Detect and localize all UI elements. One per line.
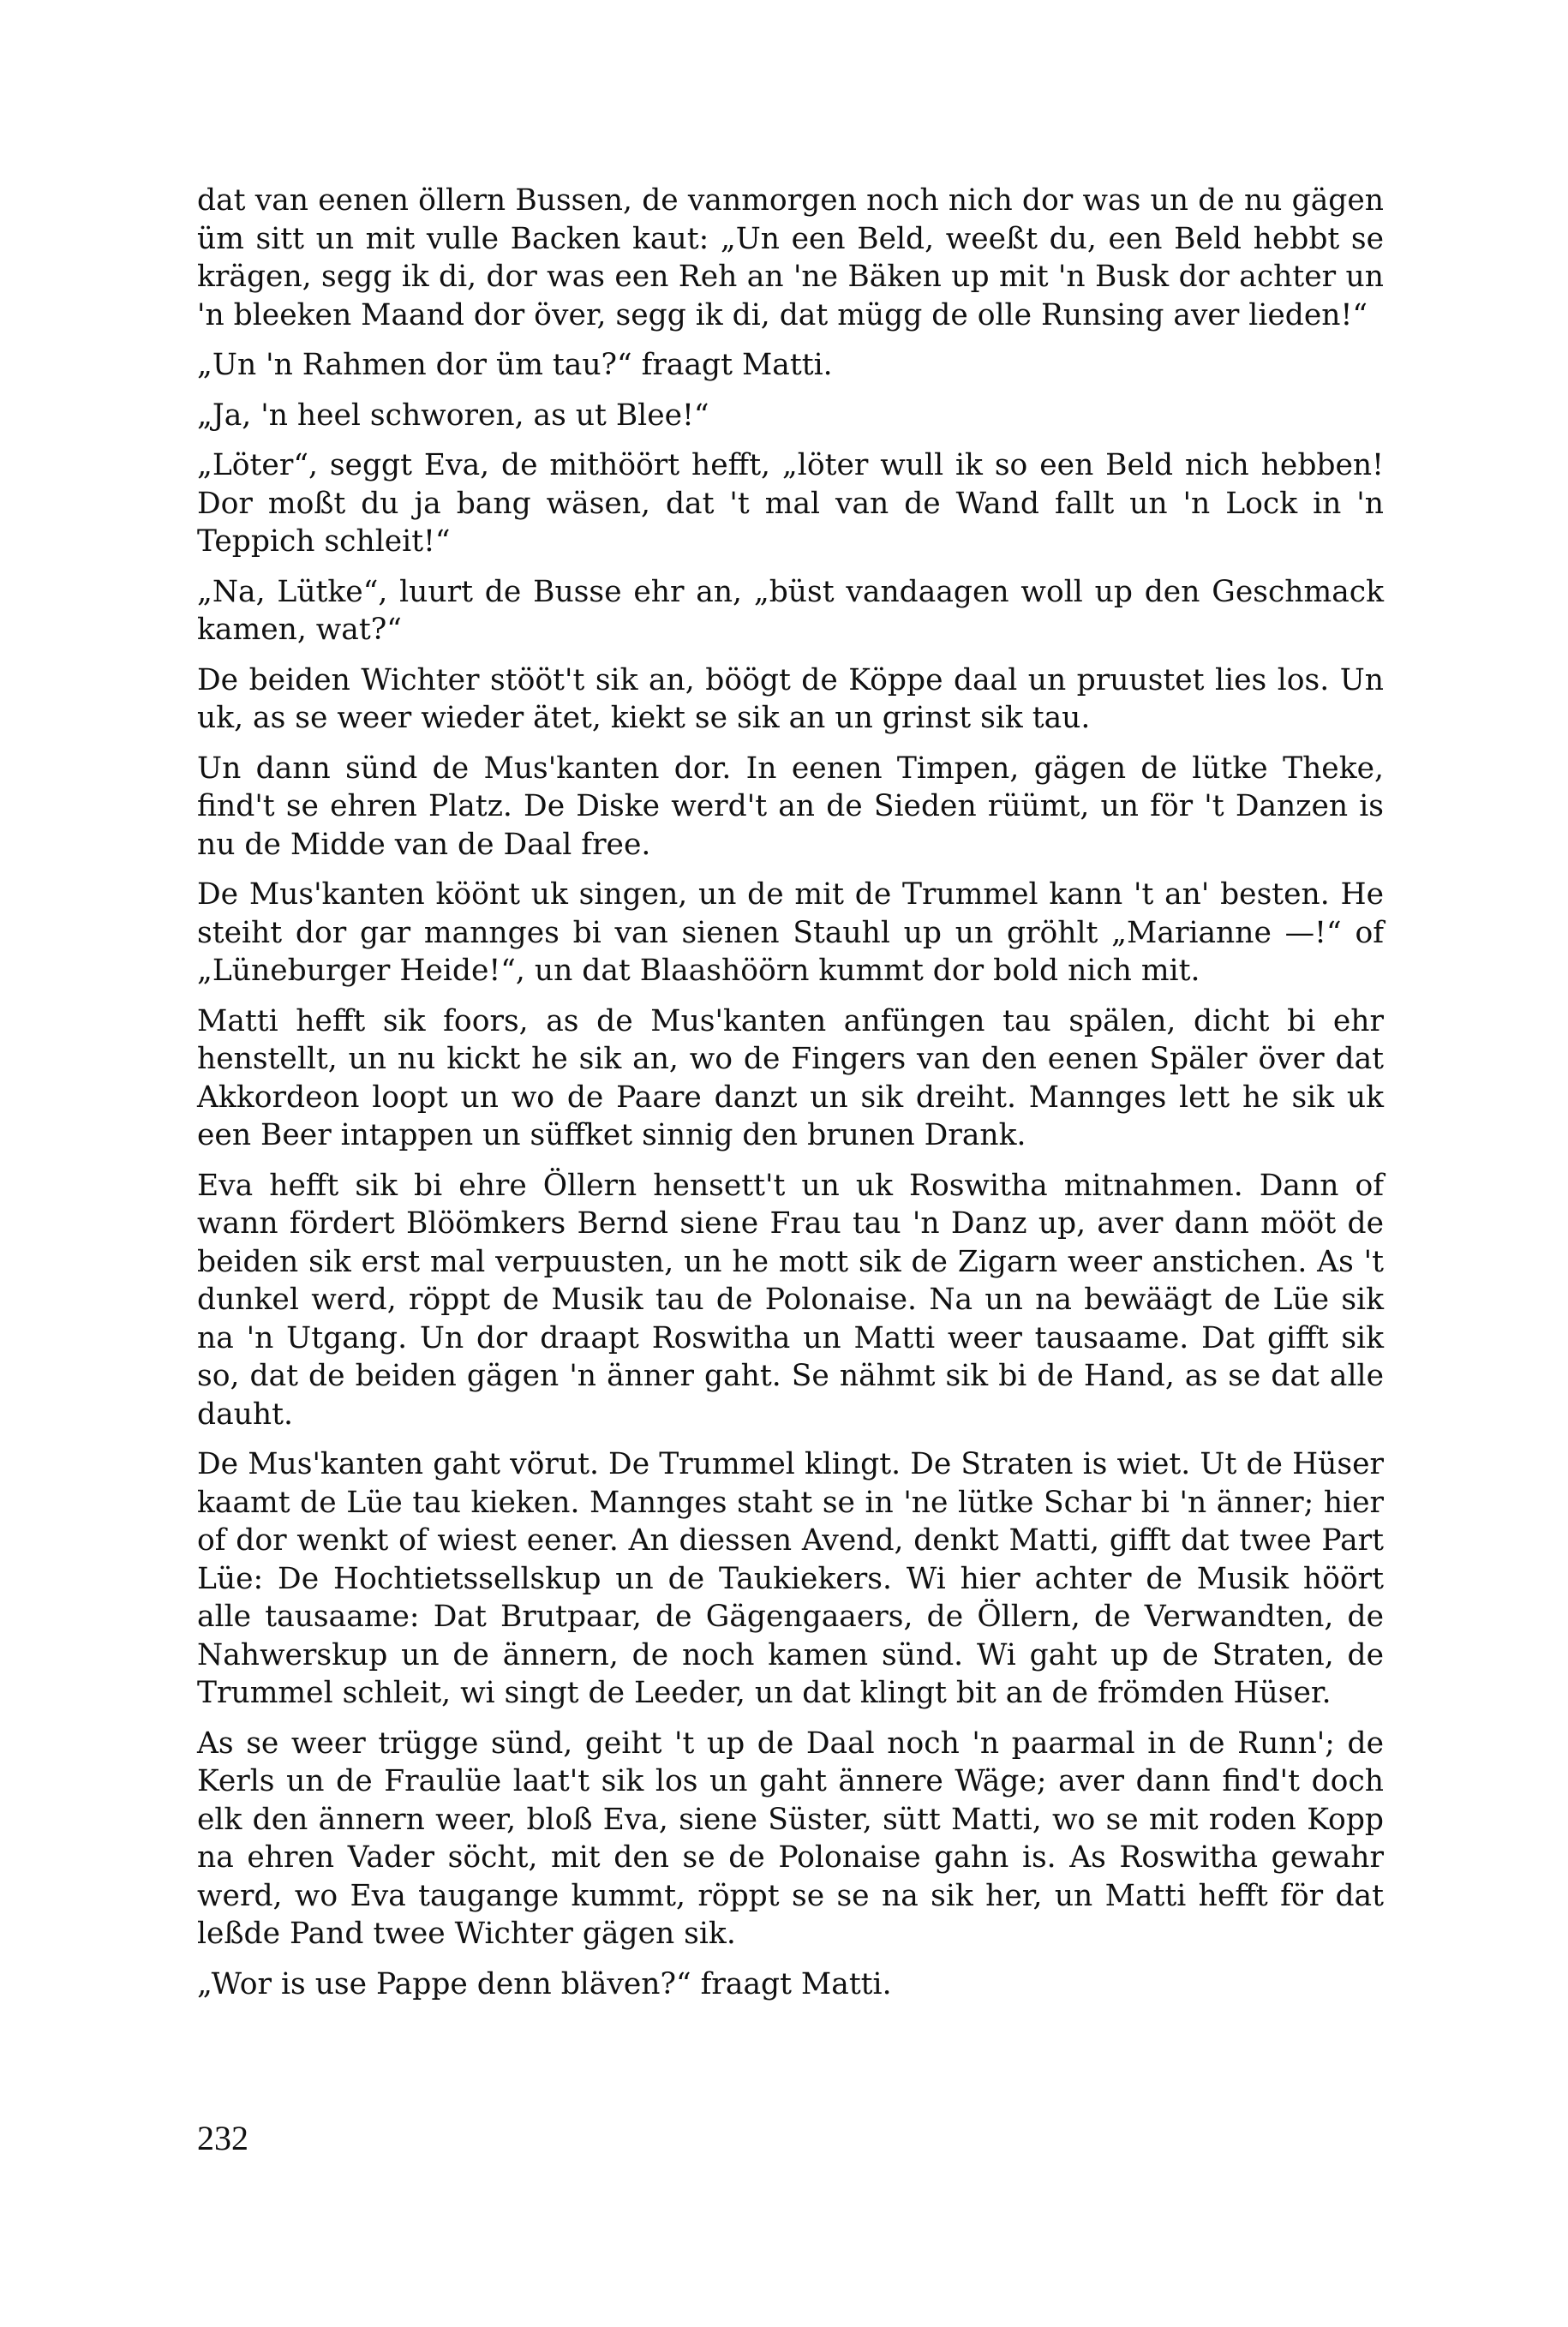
paragraph: „Löter“, seggt Eva, de mithöört hefft, „löter wull ik so een Beld nich hebben! Dor moßt du ja bang wäsen, dat 't mal van de Wand fallt un 'n Lock in 'n Teppich schleit!“ (197, 448, 1384, 559)
paragraph: „Un 'n Rahmen dor üm tau?“ fraagt Matti. (197, 348, 833, 382)
paragraph: De Mus'kanten köönt uk singen, un de mit de Trummel kann 't an' besten. He steiht dor gar mannges bi van sienen Stauhl up un gröhlt „Marianne —!“ of „Lüneburger Heide!“, un dat Blaashöörn kummt dor bold nich mit. (197, 877, 1384, 988)
paragraph: „Na, Lütke“, luurt de Busse ehr an, „büst vandaagen woll up den Geschmack kamen, wat?“ (197, 574, 1384, 647)
page-number: 232 (197, 2119, 248, 2157)
body-text (197, 182, 1384, 2015)
paragraph: As se weer trügge sünd, geiht 't up de Daal noch 'n paarmal in de Runn'; de Kerls un de Fraulüe laat't sik los un gaht ännere Wäge; aver dann find't doch elk den ännern weer, bloß Eva, siene Süster, sütt Matti, wo se mit roden Kopp na ehren Vader söcht, mit den se de Polonaise gahn is. As Roswitha gewahr werd, wo Eva taugange kummt, röppt se se na sik her, un Matti hefft för dat leßde Pand twee Wichter gägen sik. (197, 1726, 1384, 1951)
paragraph: Matti hefft sik foors, as de Mus'kanten anfüngen tau spälen, dicht bi ehr henstellt, un nu kickt he sik an, wo de Fingers van den eenen Späler över dat Akkordeon loopt un wo de Paare danzt un sik dreiht. Mannges lett he sik uk een Beer intappen un süffket sinnig den brunen Drank. (197, 1003, 1384, 1152)
paragraph: dat van eenen öllern Bussen, de vanmorgen noch nich dor was un de nu gägen üm sitt un mit vulle Backen kaut: „Un een Beld, weeßt du, een Beld hebbt se krägen, segg ik di, dor was een Reh an 'ne Bäken up mit 'n Busk dor achter un 'n bleeken Maand dor över, segg ik di, dat mügg de olle Runsing aver lieden!“ (197, 183, 1384, 332)
paragraph: De beiden Wichter stööt't sik an, böögt de Köppe daal un pruustet lies los. Un uk, as se weer wieder ätet, kiekt se sik an un grinst sik tau. (197, 662, 1384, 735)
paragraph: „Ja, 'n heel schworen, as ut Blee!“ (197, 398, 709, 433)
paragraph: Un dann sünd de Mus'kanten dor. In eenen Timpen, gägen de lütke Theke, find't se ehren Platz. De Diske werd't an de Sieden rüümt, un för 't Danzen is nu de Midde van de Daal free. (197, 751, 1384, 862)
paragraph: Eva hefft sik bi ehre Öllern hensett't un uk Roswitha mitnahmen. Dann of wann fördert Blöömkers Bernd siene Frau tau 'n Danz up, aver dann mööt de beiden sik erst mal verpuusten, un he mott sik de Zigarn weer anstichen. As 't dunkel werd, röppt de Musik tau de Polonaise. Na un na bewäägt de Lüe sik na 'n Utgang. Un dor draapt Roswitha un Matti weer tausaame. Dat gifft sik so, dat de beiden gägen 'n änner gaht. Se nähmt sik bi de Hand, as se dat alle dauht. (197, 1168, 1384, 1432)
paragraph: De Mus'kanten gaht vörut. De Trummel klingt. De Straten is wiet. Ut de Hüser kaamt de Lüe tau kieken. Mannges staht se in 'ne lütke Schar bi 'n änner; hier of dor wenkt of wiest eener. An diessen Avend, denkt Matti, gifft dat twee Part Lüe: De Hochtietssellskup un de Taukiekers. Wi hier achter de Musik höört alle tausaame: Dat Brutpaar, de Gägengaaers, de Öllern, de Verwandten, de Nahwerskup un de ännern, de noch kamen sünd. Wi gaht up de Straten, de Trummel schleit, wi singt de Leeder, un dat klingt bit an de frömden Hüser. (197, 1447, 1384, 1710)
paragraph: „Wor is use Pappe denn bläven?“ fraagt Matti. (197, 1966, 892, 2001)
